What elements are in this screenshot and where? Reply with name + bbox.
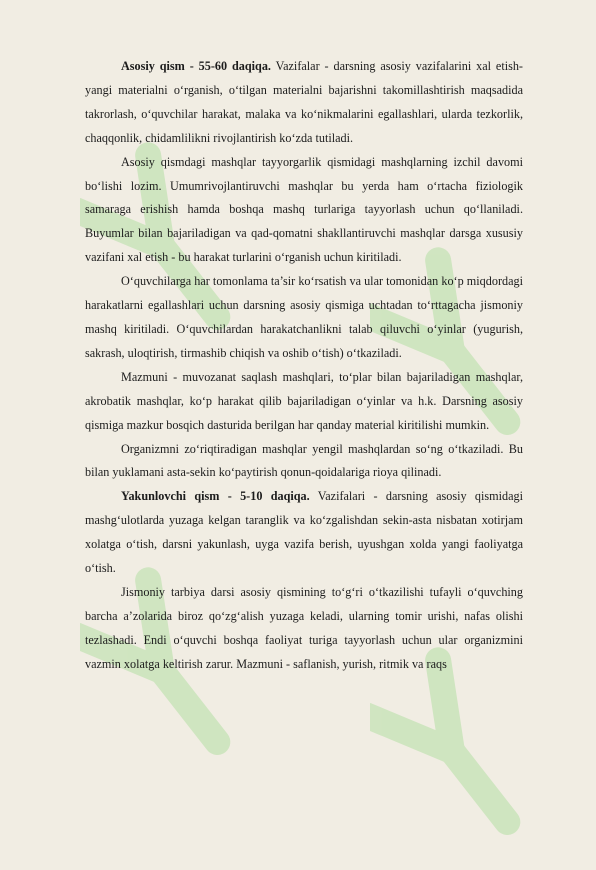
paragraph [85, 366, 523, 438]
paragraph-text: Jismoniy tarbiya darsi asosiy qismining to‘g‘ri o‘tkazilishi tufayli o‘quvching barcha a’zolarida biroz qo‘zg‘alish yuzaga keladi, ularning tomir urishi, nafas olishi tezlashadi. Endi o‘quvchi boshqa faoliyat turiga tayyorlash uchun ular organizmini vazmin xolatga keltirish zarur. Mazmuni - saflanish, yurish, ritmik va raqs [85, 584, 523, 671]
section-heading: Asosiy qism - 55-60 daqiqa. [121, 59, 271, 73]
paragraph-text: Asosiy qismdagi mashqlar tayyorgarlik qismidagi mashqlarning izchil davomi bo‘lishi lozim. Umumrivojlantiruvchi mashqlar bu yerda ham o‘rtacha fiziologik samaraga erishish hamda boshqa mashq turlariga tayyorlash uchun qo‘llaniladi. Buyumlar bilan bajariladigan va qad-qomatni shakllantiruvchi mashqlar darsga xususiy vazifani xal etish - bu harakat turlarini o‘rganish uchun kiritiladi. [85, 154, 523, 265]
paragraph-text: Vazifalari - darsning asosiy qismidagi mashg‘ulotlarda yuzaga kelgan taranglik va ko‘zgalishdan sekin-asta nisbatan xotirjam xolatga o‘tish, darsni yakunlash, uyga vazifa berish, uyushgan xolda yangi faoliyatga o‘tish. [85, 489, 523, 576]
paragraph-text: Vazifalar - darsning asosiy vazifalarini xal etish-yangi materialni o‘rganish, o‘tilgan materialni bajarishni takomillashtirish maqsadida takrorlash, o‘quvchilar harakat, malaka va ko‘nikmalarini egallashlari, ularda tezkorlik, chaqqonlik, chidamlilikni rivojlantirish ko‘zda tutiladi. [85, 59, 523, 145]
paragraph-text: O‘quvchilarga har tomonlama ta’sir ko‘rsatish va ular tomonidan ko‘p miqdordagi harakatlarni egallashlari uchun darsning asosiy qismiga uchtadan to‘rttagacha jismoniy mashq kiritiladi. O‘quvchilardan harakatchanlikni talab qiluvchi o‘yinlar (yugurish, sakrash, uloqtirish, tirmashib chiqish va oshib o‘tish) o‘tkaziladi. [85, 274, 523, 360]
paragraph-text: Mazmuni - muvozanat saqlash mashqlari, to‘plar bilan bajariladigan mashqlar, akrobatik mashqlar, ko‘p harakat qilib bajariladigan o‘yinlar va h.k. Darsning asosiy qismiga mazkur bosqich dasturida berilgan har qanday material kiritilishi mumkin. [85, 369, 523, 432]
paragraph [85, 581, 523, 677]
document-body [85, 55, 523, 677]
paragraph-text: Organizmni zo‘riqtiradigan mashqlar yengil mashqlardan so‘ng o‘tkaziladi. Bu bilan yuklamani asta-sekin ko‘paytirish qonun-qoidalariga rioya qilinadi. [85, 441, 523, 480]
paragraph [85, 55, 523, 151]
paragraph [85, 438, 523, 486]
section-heading: Yakunlovchi qism - 5-10 daqiqa. [121, 489, 310, 504]
paragraph [85, 270, 523, 366]
paragraph [85, 151, 523, 271]
paragraph [85, 485, 523, 581]
